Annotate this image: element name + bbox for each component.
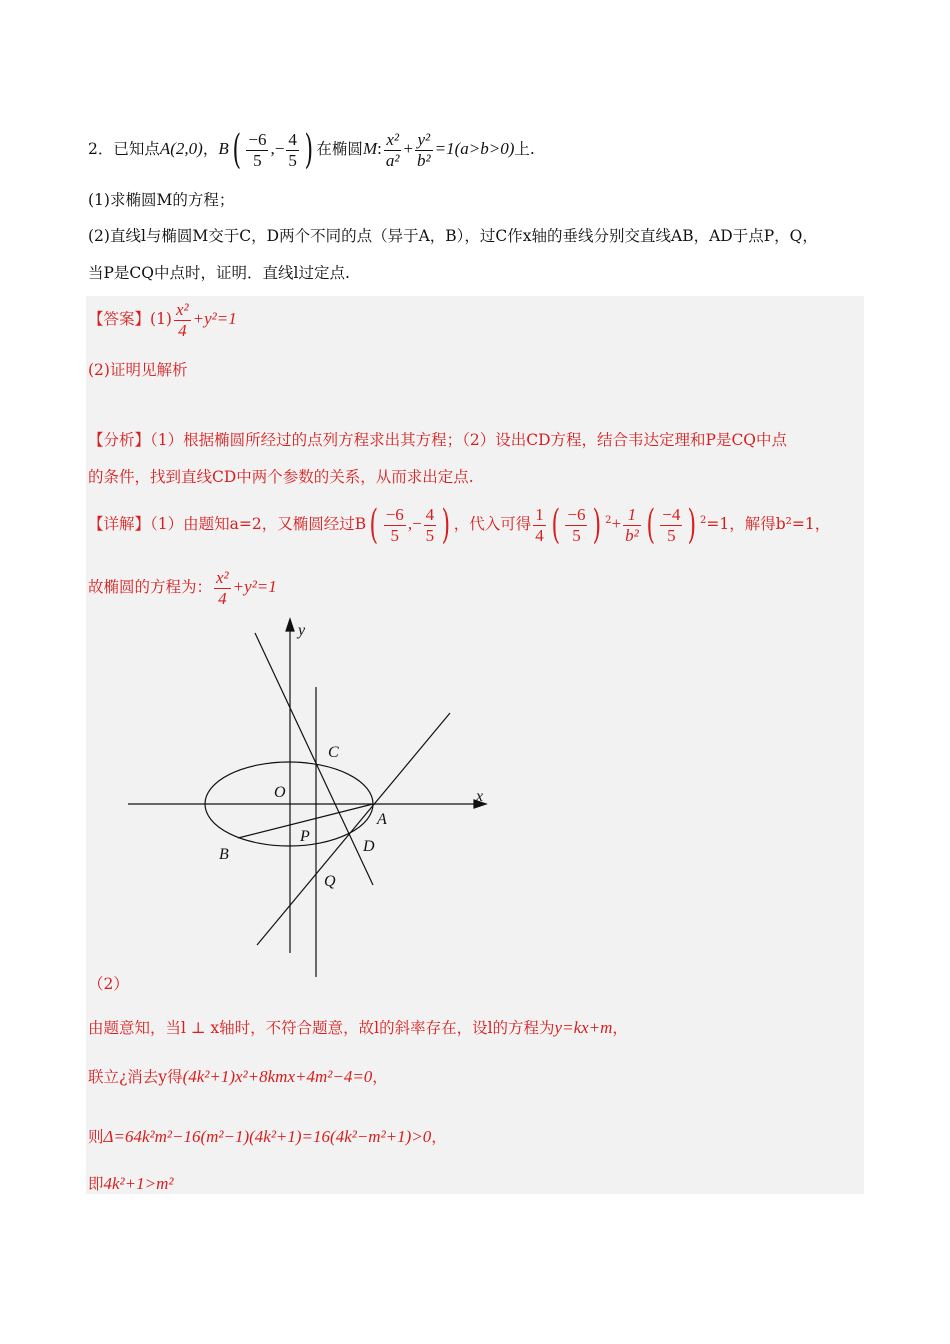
label-c: C: [328, 744, 339, 761]
part-2-label: （2）: [88, 975, 129, 993]
detail-line-2: 故椭圆的方程为： $\frac{\text{x²}}{4}$ +y²=1: [88, 568, 277, 608]
ellipse-y-term: $\frac{\text{y²}}{\text{b²}}$: [417, 130, 431, 170]
label-a: A: [377, 811, 387, 828]
detail-line-1: 【详解】（1）由题知a=2，又椭圆经过B( $\frac{-6}{5}$ ,− $\frac{4}{5}$ ) ，代入可得 $\frac{1}{4}$ ( $\frac{-6}{5}$ ) $^2$+ $\frac{1}{\text{b²}}$ ( $\frac{-4}{5}$ ) $^2$=1，解得b²=1，: [88, 502, 831, 549]
line-l-cd: [255, 633, 373, 885]
b-y-fraction: $\frac{4}{5}$: [288, 130, 297, 170]
label-b: B: [219, 846, 229, 863]
label-d: D: [363, 838, 375, 855]
label-p: P: [300, 828, 310, 845]
problem-line-1: 2．已知点A(2,0)，B( $\frac{-6}{5}$ ,− $\frac{4}{5}$ ) 在椭圆M: $\frac{\text{x²}}{\text{a²}}$ + $\frac{\text{y²}}{\text{b²}}$ =1(a>b>0)上.: [88, 127, 535, 174]
analysis-line-2: 的条件，找到直线CD中两个参数的关系，从而求出定点.: [88, 468, 474, 486]
part-2-line-2: 联立¿消去y得(4k²+1)x²+8kmx+4m²−4=0，: [88, 1067, 388, 1086]
label-y: y: [298, 622, 306, 639]
b-x-fraction: $\frac{-6}{5}$: [248, 130, 267, 170]
y-axis-arrow: [286, 619, 294, 631]
label-x: x: [476, 788, 484, 805]
detail-tag: 【详解】: [88, 515, 151, 534]
question-2-line-1: (2)直线l与椭圆M交于C，D两个不同的点（异于A，B），过C作x轴的垂线分别交直线AB，AD于点P，Q，: [88, 227, 818, 245]
label-o: O: [274, 784, 286, 801]
answer-line-2: (2)证明见解析: [88, 361, 188, 379]
part-2-line-3: 则Δ=64k²m²−16(m²−1)(4k²+1)=16(4k²−m²+1)>0，: [88, 1127, 447, 1146]
part-2-line-1: 由题意知，当l ⊥ x轴时，不符合题意，故l的斜率存在，设l的方程为y=kx+m，: [88, 1018, 628, 1037]
analysis-line-1: 【分析】（1）根据椭圆所经过的点列方程求出其方程；（2）设出CD方程，结合韦达定理和P是CQ中点: [88, 431, 788, 449]
part-2-line-4: 即4k²+1>m²: [88, 1174, 174, 1193]
answer-tag: 【答案】: [88, 310, 151, 329]
problem-number: 2: [88, 140, 98, 159]
point-a: A(2,0): [159, 139, 203, 159]
question-1: (1)求椭圆M的方程；: [88, 191, 235, 209]
line-ad: [257, 713, 450, 945]
ellipse-x-term: $\frac{\text{x²}}{\text{a²}}$: [385, 130, 400, 170]
ellipse-figure: [120, 615, 500, 985]
question-2-line-2: 当P是CQ中点时，证明．直线l过定点.: [88, 264, 350, 282]
answer-line-1: 【答案】(1) $\frac{\text{x²}}{4}$ +y²=1: [88, 300, 237, 340]
label-q: Q: [324, 873, 336, 890]
